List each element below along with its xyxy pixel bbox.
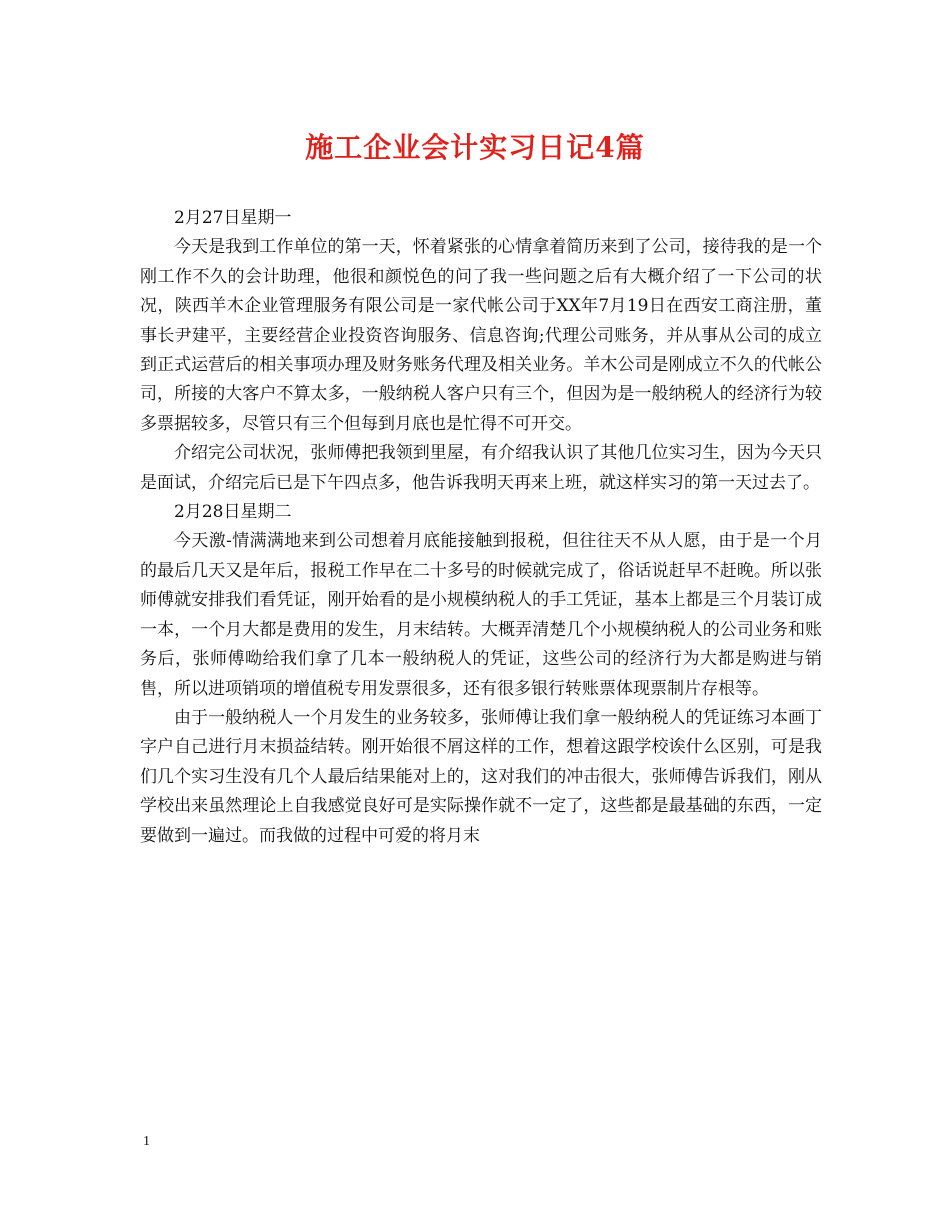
date-heading: 2月28日星期二 (174, 502, 292, 523)
document-body (140, 204, 822, 851)
body-paragraph: 由于一般纳税人一个月发生的业务较多，张师傅让我们拿一般纳税人的凭证练习本画丁字户自己进行月末损益结转。刚开始很不屑这样的工作，想着这跟学校诶什么区别，可是我们几个实习生没有几个人最后结果能对上的，这对我们的冲击很大，张师傅告诉我们，刚从学校出来虽然理论上自我感觉良好可是实际操作就不一定了，这些都是最基础的东西，一定要做到一遍过。而我做的过程中可爱的将月末 (140, 707, 822, 846)
document-title: 施工企业会计实习日记4篇 (305, 131, 645, 164)
body-paragraph: 今天是我到工作单位的第一天，怀着紧张的心情拿着简历来到了公司，接待我的是一个刚工作不久的会计助理，他很和颜悦色的问了我一些问题之后有大概介绍了一下公司的状况，陕西羊木企业管理服务有限公司是一家代帐公司于XX年7月19日在西安工商注册，董事长尹建平，主要经营企业投资咨询服务、信息咨询;代理公司账务，并从事从公司的成立到正式运营后的相关事项办理及财务账务代理及相关业务。羊木公司是刚成立不久的代帐公司，所接的大客户不算太多，一般纳税人客户只有三个，但因为是一般纳税人的经济行为较多票据较多，尽管只有三个但每到月底也是忙得不可开交。 (140, 237, 822, 434)
body-paragraph: 今天激-情满满地来到公司想着月底能接触到报税，但往往天不从人愿，由于是一个月的最后几天又是年后，报税工作早在二十多号的时候就完成了，俗话说赶早不赶晚。所以张师傅就安排我们看凭证，刚开始看的是小规模纳税人的手工凭证，基本上都是三个月装订成一本，一个月大都是费用的发生，月末结转。大概弄清楚几个小规模纳税人的公司业务和账务后，张师傅呦给我们拿了几本一般纳税人的凭证，这些公司的经济行为大都是购进与销售，所以进项销项的增值税专用发票很多，还有很多银行转账票体现票制片存根等。 (140, 531, 822, 699)
body-paragraph: 介绍完公司状况，张师傅把我领到里屋，有介绍我认识了其他几位实习生，因为今天只是面试，介绍完后已是下午四点多，他告诉我明天再来上班，就这样实习的第一天过去了。 (140, 443, 822, 493)
date-heading: 2月27日星期一 (174, 208, 292, 228)
page-number: 1 (143, 1134, 150, 1149)
